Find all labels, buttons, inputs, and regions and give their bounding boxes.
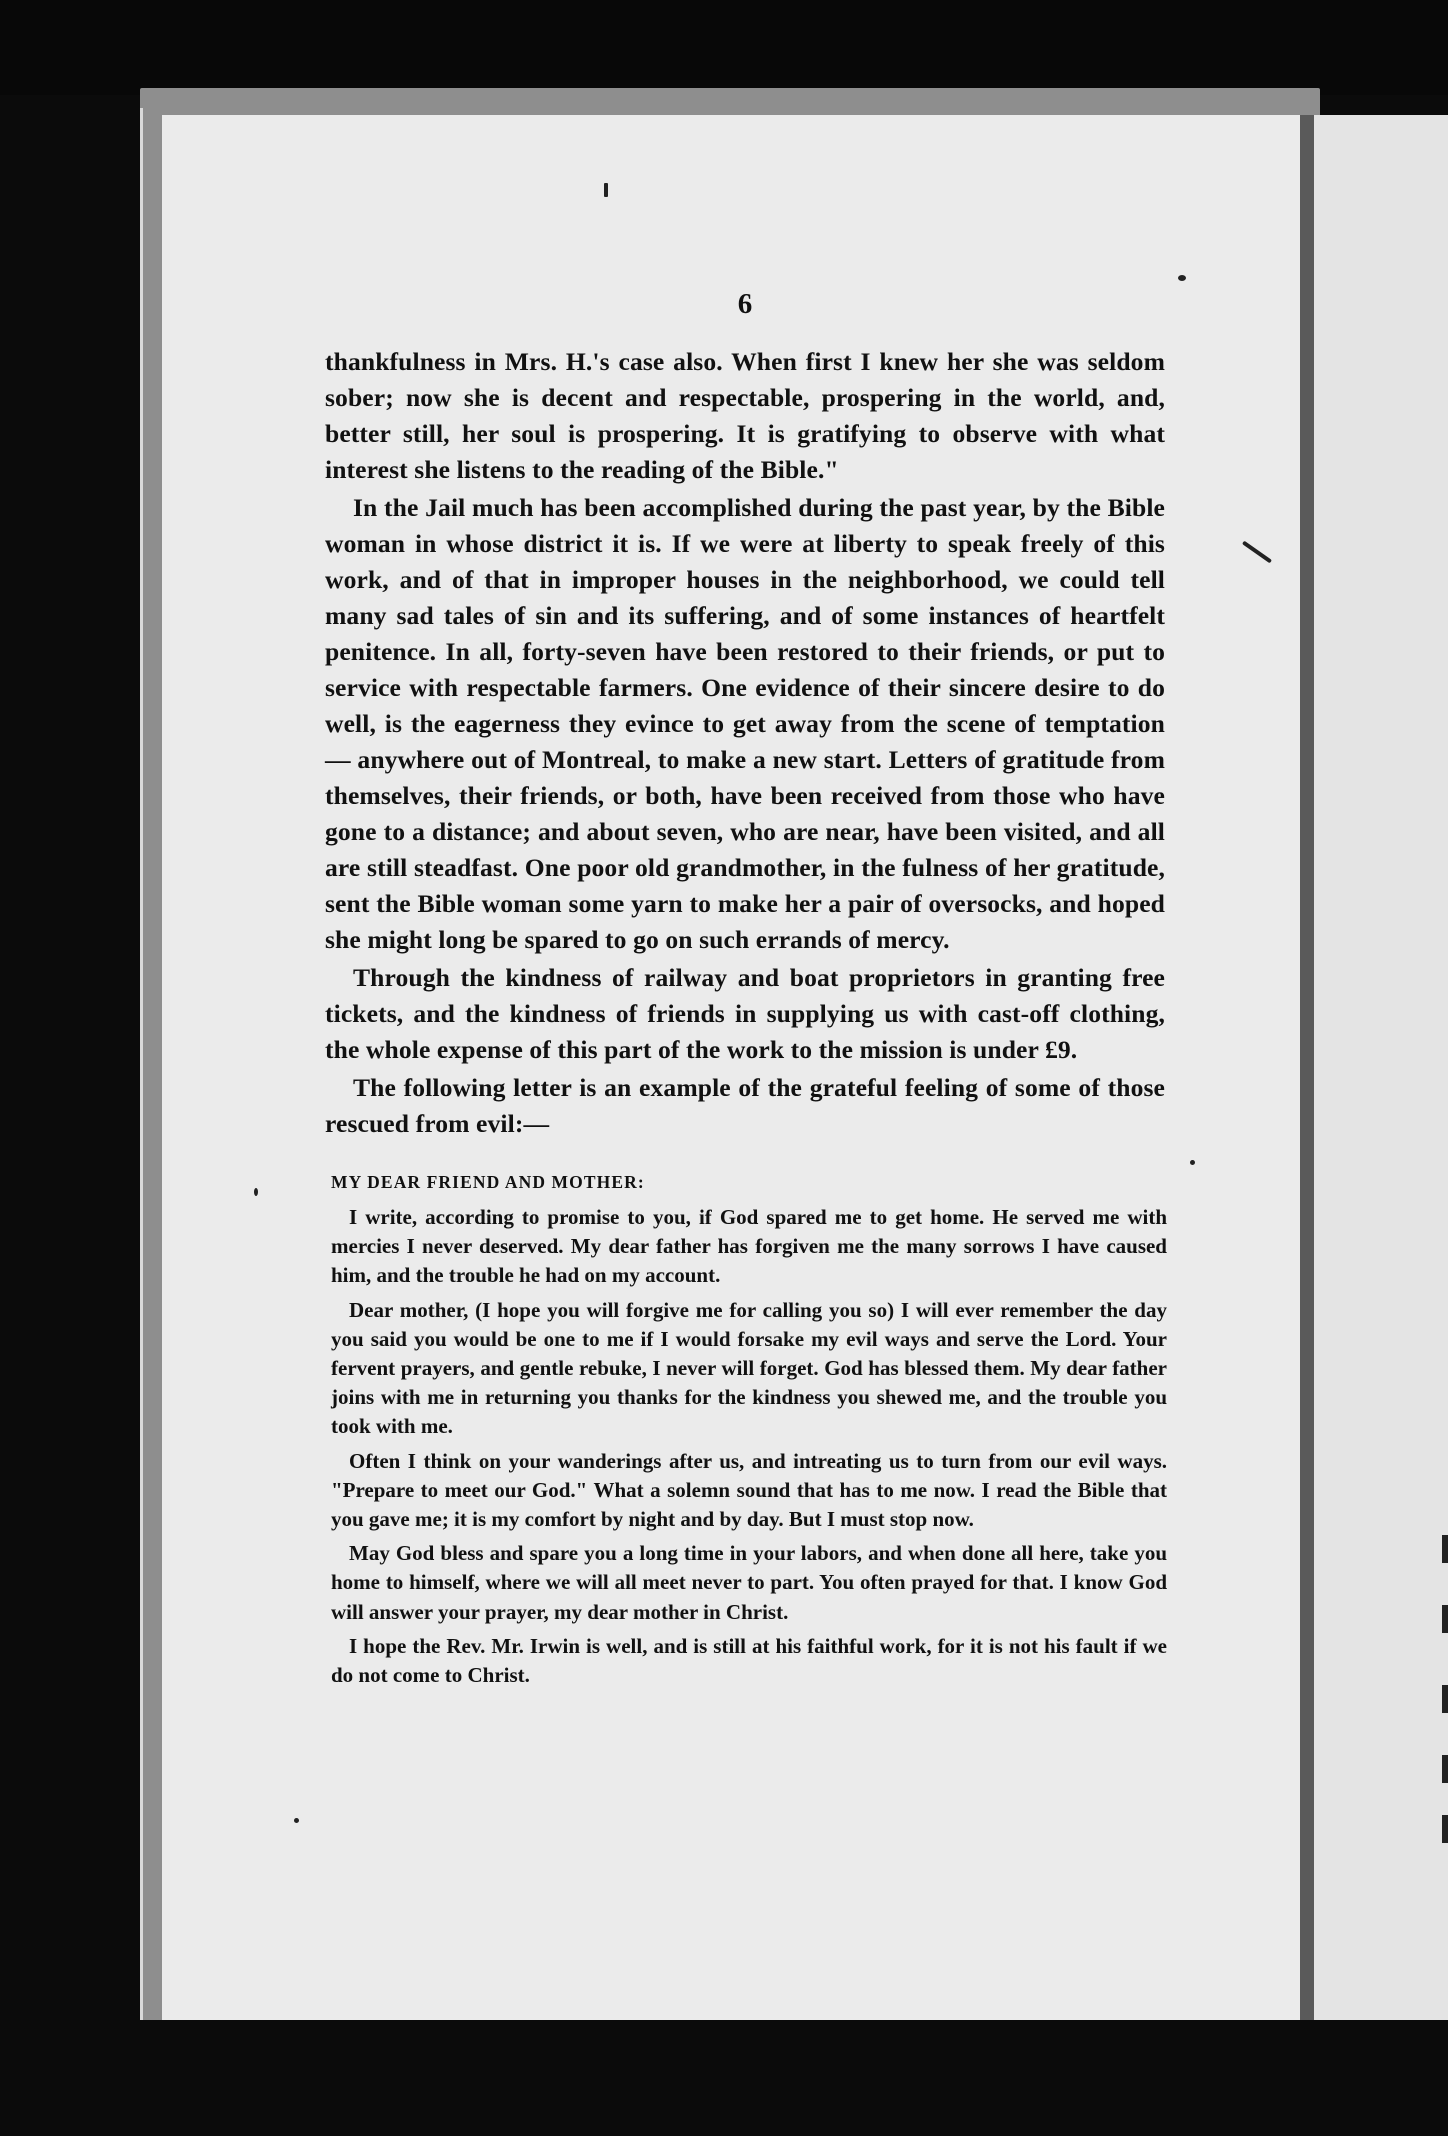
letter-paragraph-2: Dear mother, (I hope you will forgive me for calling you so) I will ever remember the day you said you would be one to me if I would forsake my evil ways and serve the Lord. Your fervent prayers, and gentle rebuke, I never will forget. God has blessed them. My dear father joins with me in returning you thanks for the kindness you shewed me, and the trouble you took with me. [331,1297,1167,1439]
book-page [162,115,1310,2020]
facing-page-mark [1442,1755,1448,1783]
facing-page-mark [1442,1605,1448,1633]
book-gutter [1300,115,1314,2020]
letter-paragraph-1: I write, according to promise to you, if God spared me to get home. He served me with mercies I never deserved. My dear father has forgiven me the many sorrows I have caused him, and the trouble he had on my account. [331,1205,1167,1288]
letter-paragraph-5: I hope the Rev. Mr. Irwin is well, and is still at his faithful work, for it is not his fault if we do not come to Christ. [331,1633,1167,1688]
facing-page-mark [1442,1815,1448,1843]
ink-speck [1190,1160,1195,1165]
letter-paragraph-3: Often I think on your wanderings after us, and intreating us to turn from our evil ways. "Prepare to meet our God." What a solemn sound that has to me now. I read the Bible that you gave me; it is my comfort by night and by day. But I must stop now. [331,1448,1167,1532]
facing-page-edge [1314,115,1448,2020]
paragraph-2: In the Jail much has been accomplished during the past year, by the Bible woman in whose district it is. If we were at liberty to speak freely of this work, and of that in improper houses in the neighborhood, we could tell many sad tales of sin and its suffering, and of some instances of heartfelt penitence. In all, forty-seven have been restored to their friends, or put to service with respectable farmers. One evidence of their sincere desire to do well, is the eagerness they evince to get away from the scene of temptation — anywhere out of Montreal, to make a new start. Letters of gratitude from themselves, their friends, or both, have been received from those who have gone to a distance; and about seven, who are near, have been visited, and all are still steadfast. One poor old grandmother, in the fulness of her gratitude, sent the Bible woman some yarn to make her a pair of oversocks, and hoped she might long be spared to go on such errands of mercy. [325,493,1165,954]
facing-page-mark [1442,1535,1448,1563]
letter [331,1172,1167,1690]
paragraph-3: Through the kindness of railway and boat proprietors in granting free tickets, and the kindness of friends in supplying us with cast-off clothing, the whole expense of this part of the work to the mission is under £9. [325,963,1165,1064]
ink-speck [604,183,608,197]
ink-speck [254,1188,258,1196]
page-edge-highlight [140,108,143,2028]
ink-speck [1178,275,1186,281]
letter-salutation: MY DEAR FRIEND AND MOTHER: [331,1172,645,1192]
scan-background-top [0,0,1448,95]
paragraph-4: The following letter is an example of the grateful feeling of some of those rescued from evil:— [325,1073,1165,1138]
letter-paragraph-4: May God bless and spare you a long time in your labors, and when done all here, take you home to himself, where we will all meet never to part. You often prayed for that. I know God will answer your prayer, my dear mother in Christ. [331,1541,1167,1624]
main-text [325,344,1165,1142]
ink-speck [294,1818,299,1823]
scan-background-bottom [0,2020,1448,2136]
page-number: 6 [737,288,753,320]
paragraph-1: thankfulness in Mrs. H.'s case also. When first I knew her she was seldom sober; now she is decent and respectable, prospering in the world, and, better still, her soul is prospering. It is gratifying to observe with what interest she listens to the reading of the Bible." [325,347,1165,484]
facing-page-mark [1442,1685,1448,1713]
